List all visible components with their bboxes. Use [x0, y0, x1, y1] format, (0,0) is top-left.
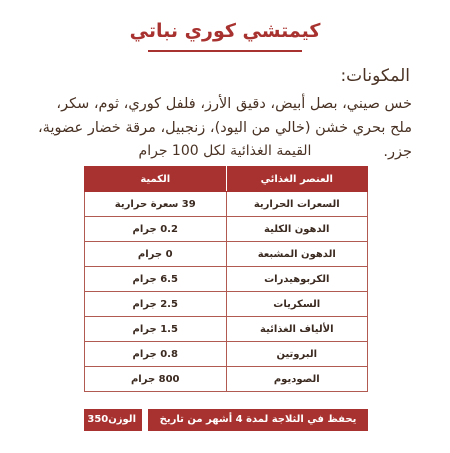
table-row: [85, 242, 368, 267]
nutrition-table: [84, 166, 368, 392]
nutrient-amount: 800 جرام: [85, 367, 227, 392]
table-row: [85, 217, 368, 242]
nutrient-amount: 39 سعرة حرارية: [85, 192, 227, 217]
product-title: كيمتشي كوري نباتي: [129, 20, 321, 42]
nutrient-name: الألياف الغذائية: [226, 317, 368, 342]
nutrient-name: الصوديوم: [226, 367, 368, 392]
nutrient-name: الكربوهيدرات: [226, 267, 368, 292]
weight-badge: الوزن350 جم: [84, 409, 142, 431]
header-amount: الكمية: [85, 167, 227, 192]
table-row: [85, 192, 368, 217]
table-row: [85, 317, 368, 342]
nutrient-name: الدهون الكلية: [226, 217, 368, 242]
nutrient-amount: 2.5 جرام: [85, 292, 227, 317]
table-row: [85, 367, 368, 392]
ingredients-heading: المكونات:: [340, 66, 410, 86]
nutrient-amount: 6.5 جرام: [85, 267, 227, 292]
nutrient-amount: 1.5 جرام: [85, 317, 227, 342]
storage-badge: يحفظ في الثلاجة لمدة 4 أشهر من تاريخ الإنتاج: [148, 409, 368, 431]
table-row: [85, 342, 368, 367]
header-element: العنصر الغذائي: [226, 167, 368, 192]
nutrient-name: الدهون المشبعة: [226, 242, 368, 267]
nutrient-amount: 0 جرام: [85, 242, 227, 267]
nutrient-name: السعرات الحرارية: [226, 192, 368, 217]
ingredients-text: خس صيني، بصل أبيض، دقيق الأرز، فلفل كوري، ثوم، سكر، ملح بحري خشن (خالي من اليود)، زنجبيل، مرقة خضار عضوية، جزر.: [38, 96, 412, 160]
nutrient-amount: 0.2 جرام: [85, 217, 227, 242]
nutrient-name: البروتين: [226, 342, 368, 367]
nutrition-caption: القيمة الغذائية لكل 100 جرام: [138, 143, 312, 159]
table-row: [85, 267, 368, 292]
nutrient-amount: 0.8 جرام: [85, 342, 227, 367]
table-row: [85, 292, 368, 317]
nutrition-header-row: [85, 167, 368, 192]
nutrient-name: السكريات: [226, 292, 368, 317]
title-underline: [148, 50, 302, 52]
